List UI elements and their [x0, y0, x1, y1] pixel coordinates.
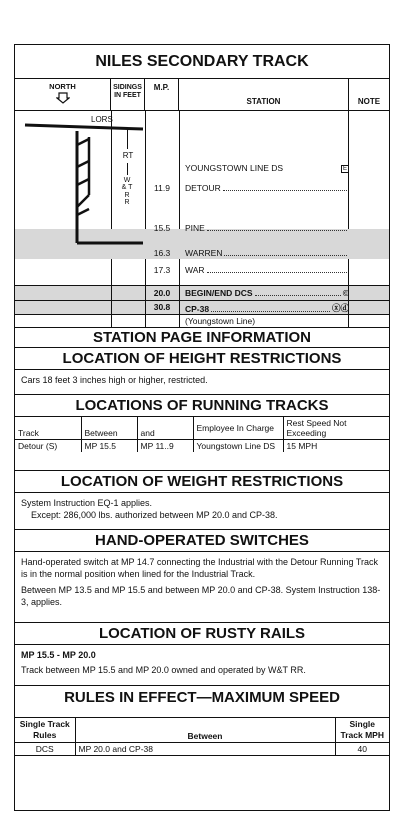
- station-cp38: CP-38 ⓧⓓ: [185, 303, 349, 314]
- wtrr-label: W & T R R: [121, 177, 133, 207]
- station-timetable: [15, 79, 389, 286]
- col-between: Between: [75, 718, 335, 743]
- youngstown-line-note: (Youngstown Line): [185, 316, 256, 326]
- switches-para-1: Hand-operated switch at MP 14.7 connecting the Industrial with the Detour Running Track is in the normal position when lined for the Industrial Track.: [21, 557, 379, 580]
- weight-line-2: Except: 286,000 lbs. authorized between MP 20.0 and CP-38.: [31, 510, 278, 521]
- table-header-row: [15, 718, 389, 743]
- hand-operated-switches-section: [15, 530, 389, 623]
- lors-label: LORS: [91, 115, 113, 124]
- page-title: NILES SECONDARY TRACK: [15, 45, 389, 79]
- running-tracks-section: [15, 395, 389, 471]
- weight-restrictions-heading: LOCATION OF WEIGHT RESTRICTIONS: [15, 471, 389, 493]
- station-header: STATION: [179, 79, 349, 111]
- col-rest-speed: Rest Speed Not Exceeding: [283, 417, 389, 440]
- station-warren: WARREN: [179, 248, 349, 258]
- north-header: [15, 79, 111, 111]
- sidings-header: SIDINGS IN FEET: [111, 79, 145, 111]
- running-tracks-heading: LOCATIONS OF RUNNING TRACKS: [75, 397, 329, 414]
- rusty-rails-heading: LOCATION OF RUSTY RAILS: [15, 623, 389, 645]
- height-restrictions-heading: LOCATION OF HEIGHT RESTRICTIONS: [15, 348, 389, 370]
- running-tracks-table: [15, 416, 389, 452]
- station-timetable-continued: [15, 286, 389, 328]
- station-youngstown: YOUNGSTOWN LINE DS E: [185, 163, 347, 173]
- note-mark: ©: [342, 288, 349, 298]
- weight-restrictions-section: [15, 471, 389, 530]
- mp-value: 20.0: [153, 288, 171, 298]
- station-page-info-heading: STATION PAGE INFORMATION: [15, 328, 389, 348]
- mp-value: 30.8: [153, 302, 171, 312]
- station-detour: DETOUR: [179, 183, 349, 193]
- switches-para-2: Between MP 13.5 and MP 15.5 and between MP 20.0 and CP-38. System Instruction 138-3, applies.: [21, 585, 381, 608]
- table-row: Detour (S) MP 15.5 MP 11..9 Youngstown Line DS 15 MPH: [15, 440, 389, 453]
- height-restrictions-text: Cars 18 feet 3 inches high or higher, restricted.: [21, 375, 208, 385]
- rules-table: [15, 717, 389, 756]
- col-track: Track: [15, 417, 81, 440]
- col-employee: Employee In Charge: [193, 417, 283, 440]
- hand-operated-switches-heading: HAND-OPERATED SWITCHES: [15, 530, 389, 552]
- mp-value: 16.3: [153, 248, 171, 258]
- station-begin-end-dcs: BEGIN/END DCS ©: [185, 288, 349, 298]
- timetable-header: [15, 79, 389, 111]
- height-restrictions-section: [15, 348, 389, 395]
- col-between: Between: [81, 417, 137, 440]
- timetable-page: [14, 44, 390, 811]
- col-single-track-rules: Single Track Rules: [15, 718, 75, 743]
- table-row: DCS MP 20.0 and CP-38 40: [15, 743, 389, 756]
- col-and: and: [137, 417, 193, 440]
- station-pine: PINE: [179, 223, 349, 233]
- station-war: WAR: [179, 265, 349, 275]
- note-header: NOTE: [357, 97, 381, 106]
- north-arrow-icon: [56, 92, 70, 104]
- north-label: NORTH: [49, 82, 76, 91]
- mp-header: M.P.: [145, 79, 179, 111]
- mp-value: 11.9: [154, 183, 170, 193]
- rt-label: RT: [122, 151, 134, 160]
- rusty-rails-range: MP 15.5 - MP 20.0: [21, 650, 96, 660]
- rules-heading: RULES IN EFFECT—MAXIMUM SPEED: [64, 689, 340, 706]
- mp-value: 15.5: [153, 223, 171, 233]
- rusty-rails-text: Track between MP 15.5 and MP 20.0 owned and operated by W&T RR.: [21, 665, 306, 676]
- col-single-track-mph: Single Track MPH: [335, 718, 389, 743]
- weight-line-1: System Instruction EQ-1 applies.: [21, 498, 153, 508]
- mp-value: 17.3: [153, 265, 171, 275]
- note-mark: ⓧⓓ: [331, 303, 349, 313]
- rules-section: [15, 686, 389, 756]
- note-mark: E: [342, 166, 347, 172]
- rusty-rails-section: [15, 623, 389, 686]
- table-header-row: [15, 417, 389, 440]
